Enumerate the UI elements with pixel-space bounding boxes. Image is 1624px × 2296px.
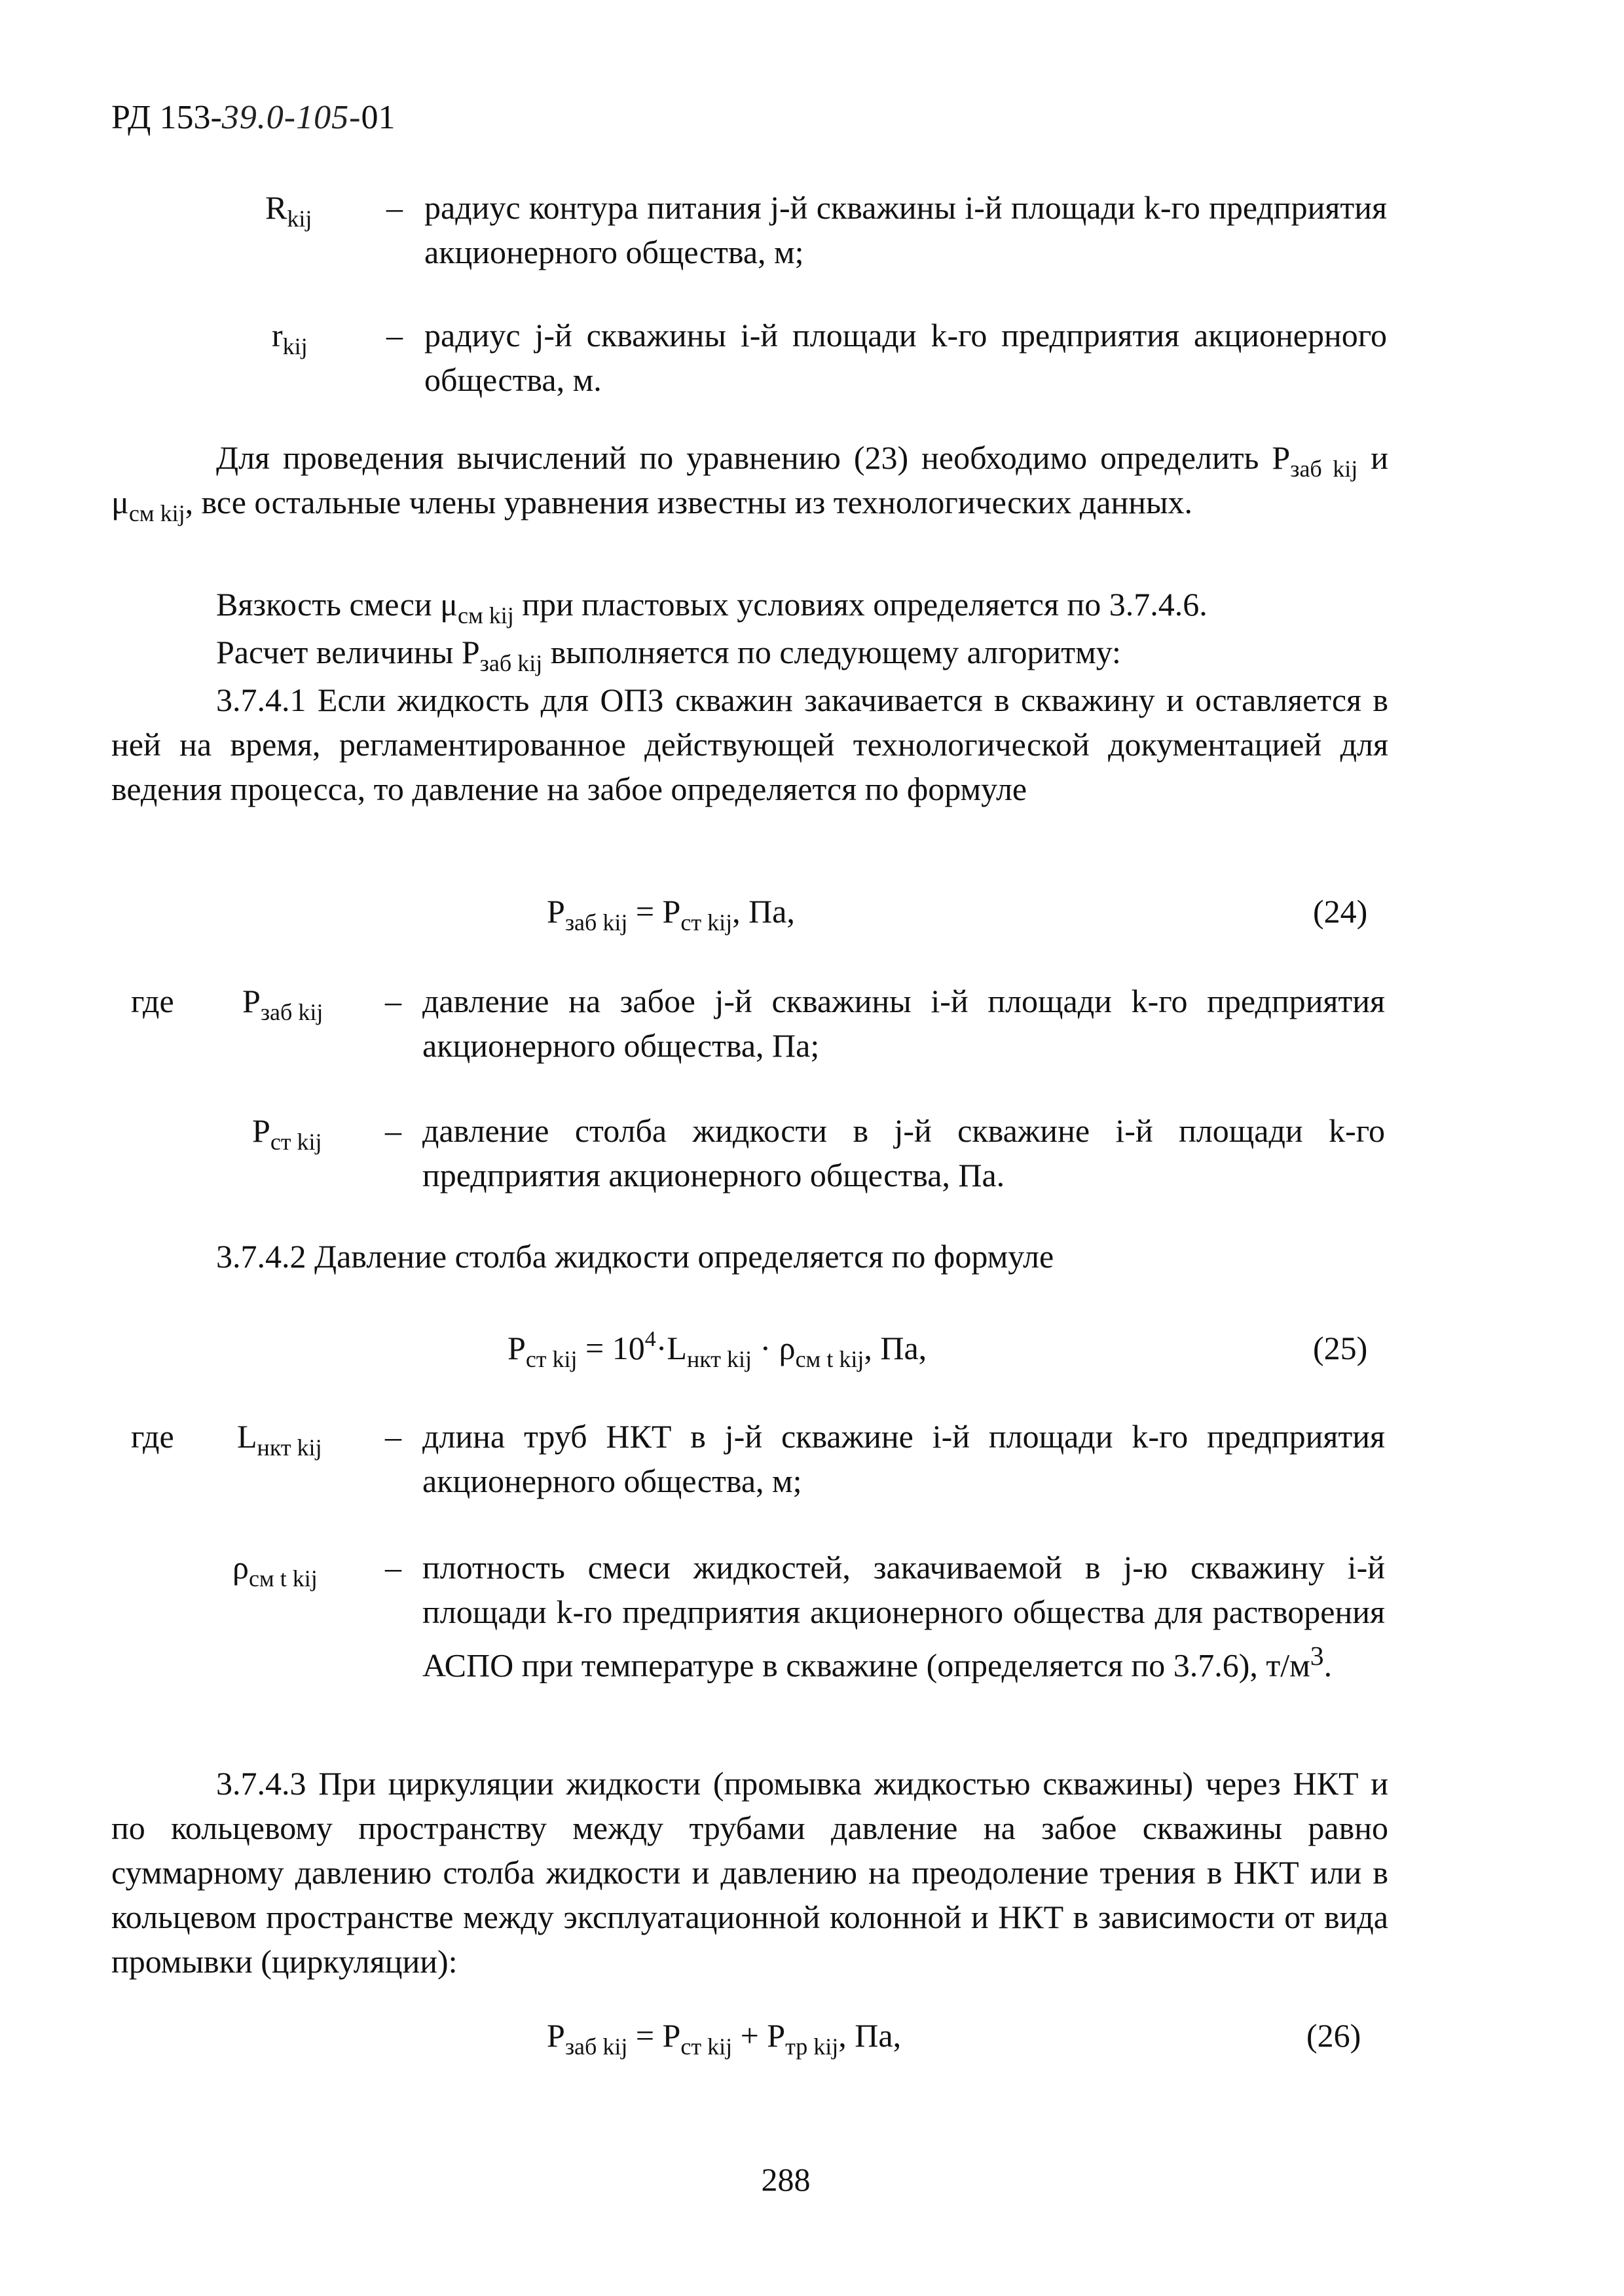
definition-symbol: $Р_{ст kij}$ bbox=[252, 1112, 322, 1155]
definition-text: давление столба жидкости в j-й скважине i-й площади k-го предприятия акционерного общества, Па. bbox=[422, 1112, 1385, 1194]
handwritten-code: 39.0-105- bbox=[221, 99, 361, 136]
paragraph: 3.7.4.2 Давление столба жидкости определяется по формуле bbox=[216, 1238, 1054, 1275]
document-code-header bbox=[111, 98, 395, 137]
paragraph: Вязкость смеси $\mu_{см kij}$ при пластовых условиях определяется по 3.7.4.6. bbox=[216, 586, 1208, 629]
formula-number: (24) bbox=[1313, 893, 1368, 930]
definition-symbol: $R_{kij}$ bbox=[265, 189, 312, 232]
definition-symbol: $\rho_{см t kij}$ bbox=[232, 1549, 318, 1592]
definition-symbol: $L_{нкт kij}$ bbox=[237, 1418, 322, 1461]
definition-dash: – bbox=[385, 1418, 401, 1455]
definition-text: давление на забое j-й скважины i-й площади k-го предприятия акционерного общества, Па; bbox=[422, 983, 1385, 1064]
definition-dash: – bbox=[386, 189, 403, 226]
page-number: 288 bbox=[761, 2161, 811, 2198]
definition-text: плотность смеси жидкостей, закачиваемой в j-ю скважину i-й площади k-го предприятия акционерного общества для растворения АСПО при температуре в скважине (определяется по 3.7.6), $т/м^3$. bbox=[422, 1549, 1385, 1684]
definition-dash: – bbox=[385, 1549, 401, 1586]
where-label: где bbox=[131, 1418, 174, 1455]
definition-text: длина труб НКТ в j-й скважине i-й площади k-го предприятия акционерного общества, м; bbox=[422, 1418, 1385, 1499]
definition-text: радиус j-й скважины i-й площади k-го предприятия акционерного общества, м. bbox=[424, 317, 1387, 398]
paragraph: 3.7.4.3 При циркуляции жидкости (промывка жидкостью скважины) через НКТ и по кольцевому пространству между трубами давление на забое скважины равно суммарному давлению столба жидкости и давлению на преодоление трения в НКТ или в кольцевом пространстве между эксплуатационной колонной и НКТ в зависимости от вида промывки (циркуляции): bbox=[111, 1765, 1388, 1980]
definition-dash: – bbox=[386, 317, 403, 354]
header-suffix: 01 bbox=[361, 99, 396, 136]
definition-symbol: $r_{kij}$ bbox=[272, 317, 308, 359]
where-label: где bbox=[131, 983, 174, 1019]
paragraph: Расчет величины $Р_{заб kij}$ выполняется по следующему алгоритму: bbox=[216, 634, 1121, 676]
definition-text: радиус контура питания j-й скважины i-й площади k-го предприятия акционерного общества, м; bbox=[424, 189, 1387, 270]
paragraph: Для проведения вычислений по уравнению (23) необходимо определить $Р_{заб kij}$ и $\mu_{см kij}$, все остальные члены уравнения известны из технологических данных. bbox=[111, 439, 1388, 526]
definition-dash: – bbox=[385, 1112, 401, 1149]
header-prefix: РД 153- bbox=[111, 99, 222, 136]
formula-number: (25) bbox=[1313, 1330, 1368, 1366]
paragraph: 3.7.4.1 Если жидкость для ОПЗ скважин закачивается в скважину и оставляется в ней на время, регламентированное действующей технологической документацией для ведения процесса, то давление на забое определяется по формуле bbox=[111, 682, 1388, 807]
formula-25: $Р_{ст kij} = 10^4\cdot L_{нкт kij} \cdot \rho_{см t kij}$, Па, bbox=[507, 1327, 927, 1372]
definition-dash: – bbox=[385, 983, 401, 1019]
formula-24: $Р_{заб kij} = Р_{ст kij}$, Па, bbox=[547, 893, 795, 936]
definition-symbol: $Р_{заб kij}$ bbox=[242, 983, 323, 1025]
formula-number: (26) bbox=[1306, 2017, 1361, 2054]
formula-26: $Р_{заб kij} = Р_{ст kij} + Р_{тр kij}$, Па, bbox=[547, 2017, 902, 2060]
